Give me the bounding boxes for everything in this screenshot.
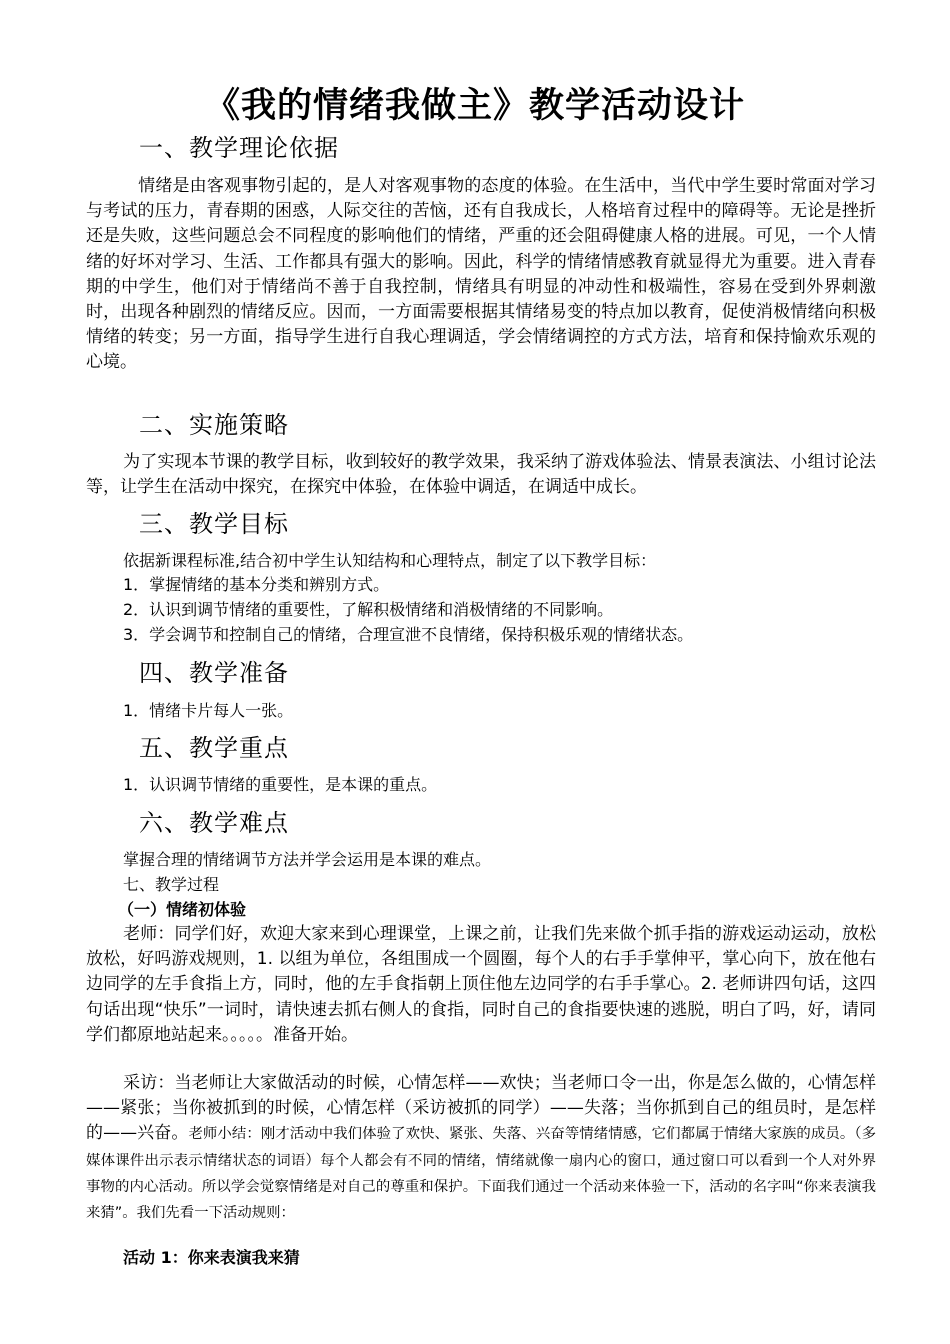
section-heading-goals: 三、教学目标 (139, 510, 289, 538)
section-heading-strategy: 二、实施策略 (139, 411, 289, 439)
goal-item-1: 1．掌握情绪的基本分类和辨别方式。 (123, 575, 390, 594)
section-heading-difficulty: 六、教学难点 (139, 809, 289, 837)
interview-summary: 采访：当老师让大家做活动的时候，心情怎样——欢快；当老师口令一出，你是怎么做的，心情怎样——紧张；当你被抓到的时候，心情怎样（采访被抓的同学）——失落；当你抓到自己的组员时，是怎样的——兴奋。老师小结：刚才活动中我们体验了欢快、紧张、失落、兴奋等情绪情感，它们都属于情绪大家族的成员。（多媒体课件出示表示情绪状态的词语）每个人都会有不同的情绪，情绪就像一扇内心的窗口，通过窗口可以看到一个人对外界事物的内心活动。所以学会觉察情绪是对自己的尊重和保护。下面我们通过一个活动来体验一下，活动的名字叫“你来表演我来猜”。我们先看一下活动规则： (86, 1073, 877, 1222)
section-heading-preparation: 四、教学准备 (139, 659, 289, 687)
teacher-instructions: 老师：同学们好，欢迎大家来到心理课堂，上课之前，让我们先来做个抓手指的游戏运动运动，放松放松，好吗游戏规则，1. 以组为单位，各组围成一个圆圈，每个人的右手手掌伸平，掌心向下，放在他右边同学的左手食指上方，同时，他的左手食指朝上顶住他左边同学的右手手掌心。2. 老师讲四句话，这四句话出现“快乐”一词时，请快速去抓右侧人的食指，同时自己的食指要快速的逃脱，明白了吗，好，请同学们都原地站起来。。。。。准备开始。 (86, 924, 876, 1045)
key-point-item: 1．认识调节情绪的重要性，是本课的重点。 (123, 775, 438, 794)
section-body-strategy: 为了实现本节课的教学目标，收到较好的教学效果，我采纳了游戏体验法、情景表演法、小组讨论法等，让学生在活动中探究，在探究中体验，在体验中调适，在调适中成长。 (86, 452, 876, 498)
activity-1-heading: 活动 1：你来表演我来猜 (123, 1248, 300, 1267)
difficulty-item: 掌握合理的情绪调节方法并学会运用是本课的难点。 (123, 850, 492, 869)
section-heading-key-point: 五、教学重点 (139, 734, 289, 762)
goal-item-3: 3．学会调节和控制自己的情绪，合理宣泄不良情绪，保持积极乐观的情绪状态。 (123, 625, 694, 644)
section-heading-process: 七、教学过程 (123, 875, 220, 894)
section-body-theory: 情绪是由客观事物引起的，是人对客观事物的态度的体验。在生活中，当代中学生要时常面对学习与考试的压力，青春期的困惑，人际交往的苦恼，还有自我成长，人格培育过程中的障碍等。无论是挫折还是失败，这些问题总会不同程度的影响他们的情绪，严重的还会阻碍健康人格的进展。可见，一个人情绪的好坏对学习、生活、工作都具有强大的影响。因此，科学的情绪情感教育就显得尤为重要。进入青春期的中学生，他们对于情绪尚不善于自我控制，情绪具有明显的冲动性和极端性，容易在受到外界刺激时，出现各种剧烈的情绪反应。因而，一方面需要根据其情绪易变的特点加以教育，促使消极情绪向积极情绪的转变；另一方面，指导学生进行自我心理调适，学会情绪调控的方式方法，培育和保持愉欢乐观的心境。 (86, 176, 876, 373)
section-heading-theory: 一、教学理论依据 (139, 134, 339, 162)
subsection-heading-experience: （一）情绪初体验 (118, 900, 247, 919)
goals-intro: 依据新课程标准,结合初中学生认知结构和心理特点，制定了以下教学目标： (123, 551, 657, 570)
goal-item-2: 2．认识到调节情绪的重要性，了解积极情绪和消极情绪的不同影响。 (123, 600, 614, 619)
preparation-item: 1．情绪卡片每人一张。 (123, 701, 294, 720)
document-title: 《我的情绪我做主》教学活动设计 (204, 85, 745, 126)
